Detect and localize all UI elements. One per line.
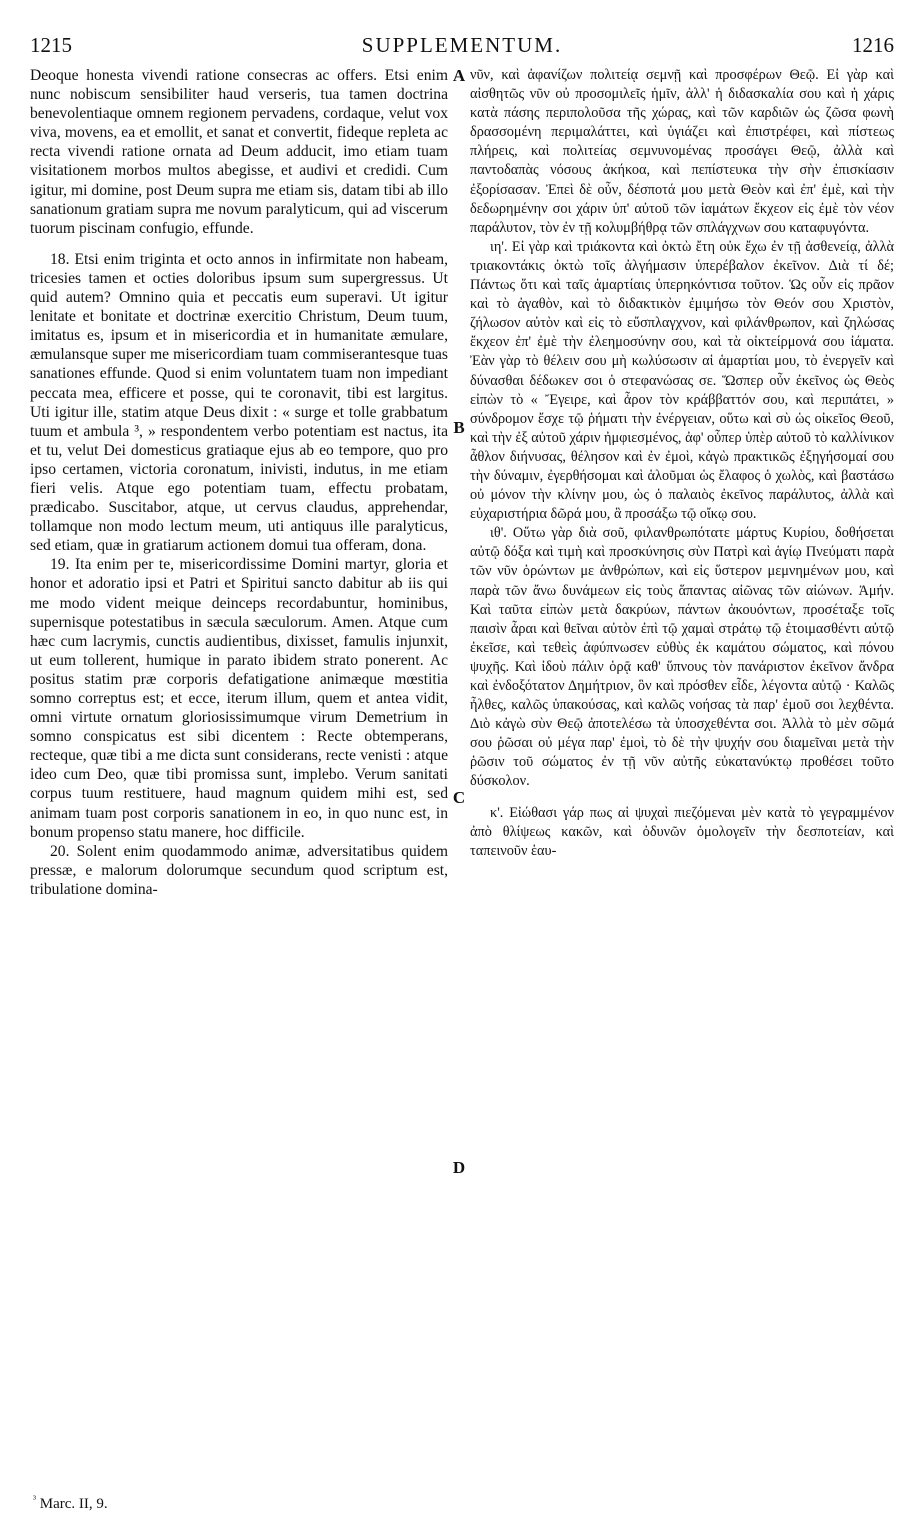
- greek-paragraph: ιθ'. Οὕτω γὰρ διὰ σοῦ, φιλανθρωπότατε μάρτυς Κυρίου, δοθήσεται αὐτῷ δόξα καὶ τιμὴ καὶ προσκύνησις σὺν Πατρὶ καὶ ἁγίῳ Πνεύματι παρὰ τῶν νῦν ὁρώντων με ἀνθρώπων, καὶ εἰς ὕστερον μεμνημένων μου, καὶ παρὰ τῶν ἄνω δυνάμεων εἰς τοὺς ἅπαντας αἰῶνας τῶν αἰώνων. Ἀμήν. Καὶ ταῦτα εἰπὼν μετὰ δακρύων, πάντων ἀκουόντων, προσέταξε τοῖς παισὶν ἆραι καὶ θεῖναι αὐτὸν ἐπὶ τῷ χαμαὶ στράτῳ τῷ ἑτοιμασθέντι αὐτῷ ἐκεῖσε, καὶ τεθεὶς ἀφύπνωσεν εὐθὺς ἐκ καμάτου σώματος, καὶ πόνου ψυχῆς. Καὶ ἰδοὺ πάλιν ὁρᾷ καθ' ὕπνους τὸν πανάριστον ἐκεῖνον ἄνδρα καὶ ἐνδοξότατον Δημήτριον, ὃν καὶ πρόσθεν εἶδε, λέγοντα αὐτῷ · Καλῶς ἦλθες, καλῶς ὑπακούσας, καὶ καλῶς νοήσας τὰ παρ' ἐμοῦ σοι λεχθέντα. Διὸ κἀγὼ σὺν Θεῷ ἀποτελέσω τὰ ὑποσχεθέντα σοι. Ἀλλὰ τὸ μὲν σῶμά σου ῥῶσαι οὐ μέγα παρ' ἐμοὶ, τὸ δὲ τὴν ψυχήν σου διαμεῖναι μετὰ τὴν ῥῶσιν τοῦ σώματος ἐν τῇ νῦν αὐτῆς εὐκατανύκτῳ προθέσει τοῦτο δύσκολον.: [470, 525, 894, 790]
- footnote: [33, 1494, 108, 1513]
- section-marker-d: D: [452, 1158, 466, 1177]
- greek-paragraph: ιη'. Εἰ γὰρ καὶ τριάκοντα καὶ ὀκτὼ ἔτη οὐκ ἔχω ἐν τῇ ἀσθενείᾳ, ἀλλὰ τριακοντάκις ὀκτὼ τοῖς ἀλγήμασιν ὑπερέβαλον ἐκεῖνον. Διὰ τί δέ; Πάντως ὅτι καὶ ταῖς ἁμαρτίαις ὑπερηκόντισα τοῦτον. Ὡς οὖν εἰς πρᾶον καὶ τὸ ἀγαθὸν, καὶ τὸ διδακτικὸν ἐμιμήσω τὸν Θεόν σου Χριστὸν, ζήλωσον αὐτὸν καὶ εἰς τὸ εὔσπλαγχνον, καὶ φιλάνθρωπον, καὶ ζηλώσας ἔκχεον ἐπ' ἐμὲ τὴν ἐλεημοσύνην σου, καὶ τὰ οἰκτείρμονά σου ἰάματα. Ἐὰν γὰρ τὸ θέλειν σου μὴ κωλύσωσιν αἱ ἁμαρτίαι μου, τὸ ἐνεργεῖν καὶ δύνασθαι δέδωκεν σοι ὁ στεφανώσας σε. Ὥσπερ οὖν ἐκεῖνος ὡς Θεὸς εἰπὼν τὸ « Ἔγειρε, καὶ ἆρον τὸν κράββαττόν σου, καὶ περιπάτει, » σύνδρομον ἔσχε τῷ ῥήματι τὴν ἐνέργειαν, οὕτω καὶ σὺ ὡς οἰκεῖος Θεοῦ, καὶ τὴν ἐξ αὐτοῦ χάριν ἠμφιεσμένος, ἀφ' οὗπερ ὑπὲρ αὐτοῦ τὸ καλλίνικον ἆθλον διήνυσας, θέλησον καὶ ἐν ἐμοὶ, κἀγὼ πρακτικῶς ἐξηγήσομαί σου τὴν δύναμιν, ἐγερθήσομαι καὶ ἁλοῦμαι ὡς ἔλαφος ὁ χωλὸς, καὶ βαστάσω οὐ μόνον τὴν κλίνην μου, ὡς ὁ παλαιὸς ἐκεῖνος παράλυτος, ἀλλὰ καὶ εὐχαριστήρια δῶρά μου, ἃ προσάξω τῷ οἴκῳ σου.: [470, 238, 894, 523]
- page-header: [30, 30, 894, 62]
- running-title: SUPPLEMENTUM.: [361, 33, 563, 57]
- page-number-right: 1216: [852, 33, 894, 57]
- latin-paragraph: Deoque honesta vivendi ratione consecras ac offers. Etsi enim nunc nobiscum sensibiliter haud verseris, tua tamen doctrina benevolentiaque omnem regionem pervadens, cordaque, velut vox viva, movens, ea et emollit, et sanat et convertit, fideque repleta ac recta vivendi ratione ornata ad Deum adducit, imo etiam tuam visitationem morbos multos abegisse, et audivi et credidi. Cum igitur, mi domine, post Deum supra me etiam sis, datam tibi ab illo sanationum gratiam supra me novum paralyticum, qui ad viscerum tuorum piscinam confugio, effunde.: [30, 67, 448, 237]
- latin-paragraph: 20. Solent enim quodammodo animæ, adversitatibus quidem pressæ, e malorum dolorumque secundum quod scriptum est, tribulatione domina-: [30, 842, 448, 898]
- latin-paragraph: 18. Etsi enim triginta et octo annos in infirmitate non habeam, tricesies tamen et octies doloribus ipsum sum supergressus. Ut quid autem? Omnino quia et peccatis eum superavi. Ut igitur lenitate et bonitate et doctrinæ exercitio Christum, Deum tuum, imitatus es, ipsum et in misericordia et in humanitate æmulare, æmulansque super me misericordiam tuam commiserantesque tuas sanationes effunde. Quod si enim voluntatem tuam non impediant peccata mea, efficere et posse, qui te coronavit, tibi est largitus. Uti igitur ille, statim atque Deus dixit : « surge et tolle grabbatum tuum et ambula ³, » respondentem verbo potentiam est nactus, ita et tu, velut Dei domesticus gratiaque ejus ab eo tempore, quo pro ipso certamen, victoria coronatum, inivisti, indutus, in me etiam fieri velis. Atque ego potentiam tuam, effectu probatam, prædicabo. Suscitabor, atque, ut cervus claudus, apprehendar, tollamque non modo lectum meum, uti antiquus ille paralyticus, sed etiam, quæ in gratiarum actionem domui tua offeram, dona.: [30, 250, 448, 555]
- greek-paragraph: κ'. Εἰώθασι γάρ πως αἱ ψυχαὶ πιεζόμεναι μὲν κατὰ τὸ γεγραμμένον ἀπὸ θλίψεως κακῶν, καὶ ὀδυνῶν ὁμολογεῖν τὴν δεσποτείαν, καὶ ταπεινοῦν ἑαυ-: [470, 804, 894, 859]
- greek-paragraph: νῦν, καὶ ἀφανίζων πολιτείᾳ σεμνῇ καὶ προσφέρων Θεῷ. Εἰ γὰρ καὶ αἰσθητῶς νῦν οὐ προσομιλεῖς ἡμῖν, ἀλλ' ἡ διδασκαλία σου καὶ ἡ χάρις κατὰ πάσης περιπολοῦσα τῆς χώρας, καὶ τῶν καρδιῶν ὡς ζῶσα φωνὴ δρασσομένη περιμαλάττει, καὶ ὑγιάζει καὶ ἐπιστρέφει, καὶ πίστεως πλήρεις, καὶ πολιτείας σεμνυνομένας προσάγει Θεῷ, ἀλλὰ καὶ παντοδαπὰς νόσους ἀκήκοα, καὶ πεπίστευκα τὴν σὴν ἐπισκίασιν ἐξορίσασαν. Ἐπεὶ δὲ οὖν, δέσποτά μου μετὰ Θεὸν καὶ ἐπ' ἐμὲ, καὶ τὴν δεδωρημένην σοι χάριν ὑπ' αὐτοῦ τῶν ἰαμάτων ἔκχεον εἰς ἐμὲ τὸν νέον παράλυτον, τὸν ἐν τῇ κολυμβήθρᾳ τῶν σπλάγχνων σου καταφυγόντα.: [470, 67, 894, 236]
- latin-paragraph: 19. Ita enim per te, misericordissime Domini martyr, gloria et honor et adoratio ipsi et Patri et Spiritui sancto dabitur ab iis qui me modo vident meique deinceps recordabuntur, hominibus, supernisque potestatibus in sæcula sæculorum. Amen. Atque cum hæc cum lacrymis, cunctis audientibus, dixisset, famulis injunxit, ut eum tollerent, humique in parato ibidem strato ponerent. Ac positus statim præ corporis defatigatione animæque mœstitia somno correptus est; et ecce, iterum illum, quem et antea vidit, omni virtute ornatum gloriosissimumque virum Demetrium in somno conspicatus est sibi dicentem : Recte obtemperans, recteque, quæ tibi a me dicta sunt considerans, recte venisti : atque ideo cum Deo, quæ tibi promissa sunt, implebo. Verum sanitati corpus tuum restituere, haud magnum quidem mihi est, sed animam tuam post corporis sanationem in eo, in quo nunc est, in bonum propenso statu manere, hoc difficile.: [30, 556, 448, 841]
- page-number-left: 1215: [30, 33, 72, 57]
- greek-column: [470, 66, 894, 861]
- section-marker-b: B: [453, 418, 465, 437]
- latin-column: [30, 66, 448, 899]
- footnote-text: Marc. II, 9.: [39, 1496, 108, 1512]
- section-marker-a: A: [452, 66, 466, 85]
- footnote-mark: ³: [33, 1494, 36, 1505]
- section-marker-c: C: [452, 788, 466, 807]
